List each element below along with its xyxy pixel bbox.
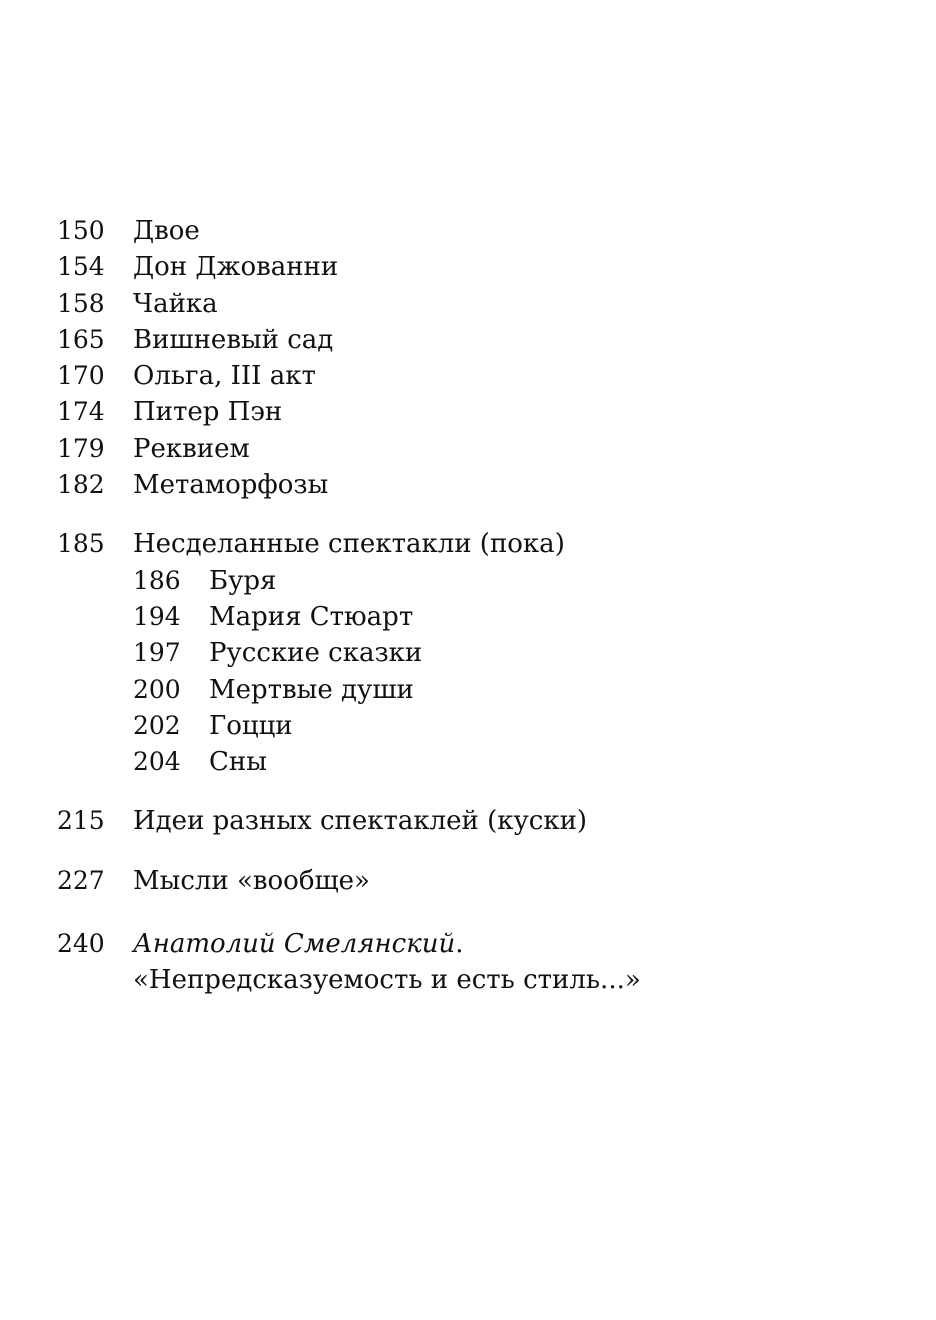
entry-title: Питер Пэн [133, 397, 283, 428]
entry-title: Двое [133, 216, 200, 246]
entry-title: Чайка [133, 288, 218, 319]
entry-title: Вишневый сад [133, 324, 334, 355]
section-spacer [57, 840, 917, 863]
entry-title: Метаморфозы [133, 470, 329, 501]
page-number: 165 [57, 324, 105, 354]
author-name: Анатолий Смелянский [133, 929, 456, 960]
entry-title: Реквием [133, 433, 250, 464]
toc-section-ideas[interactable] [57, 803, 917, 839]
section-spacer [57, 899, 917, 926]
toc-entry[interactable] [57, 322, 917, 358]
toc-subentry[interactable] [57, 563, 917, 599]
section-title: «Непредсказуемость и есть стиль...» [133, 965, 641, 996]
toc-subentry[interactable] [57, 672, 917, 708]
toc-section-thoughts[interactable] [57, 863, 917, 899]
page-number: 186 [133, 565, 181, 595]
entry-title: Дон Джованни [133, 252, 339, 283]
toc-group-1 [57, 213, 917, 503]
toc-subentries [57, 563, 917, 781]
author-punctuation: . [455, 929, 464, 960]
toc-entry[interactable] [57, 358, 917, 394]
section-title: Мысли «вообще» [133, 865, 370, 896]
toc-subentry[interactable] [57, 744, 917, 780]
section-title: Идеи разных спектаклей (куски) [133, 806, 588, 837]
toc-section-afterword-title[interactable] [57, 962, 917, 998]
toc-section-unmade-plays[interactable] [57, 526, 917, 562]
section-spacer [57, 503, 917, 526]
entry-title: Мертвые души [209, 674, 414, 705]
toc-subentry[interactable] [57, 708, 917, 744]
page-number: 197 [133, 638, 181, 668]
page-number: 170 [57, 361, 105, 391]
page-number: 204 [133, 747, 181, 777]
toc-subentry[interactable] [57, 599, 917, 635]
page-number: 202 [133, 710, 181, 740]
entry-title: Гоцци [209, 710, 293, 741]
page-number: 179 [57, 433, 105, 463]
toc-entry[interactable] [57, 467, 917, 503]
page-number: 194 [133, 601, 181, 631]
section-spacer [57, 780, 917, 803]
toc-section-afterword[interactable] [57, 926, 917, 962]
entry-title: Русские сказки [209, 638, 423, 669]
page-number: 182 [57, 470, 105, 500]
page-number: 200 [133, 674, 181, 704]
entry-title: Мария Стюарт [209, 601, 414, 632]
page-number: 158 [57, 288, 105, 318]
toc-entry[interactable] [57, 249, 917, 285]
toc-entry[interactable] [57, 213, 917, 249]
page-number: 150 [57, 216, 105, 245]
entry-title: Ольга, III акт [133, 361, 316, 392]
page-number: 154 [57, 252, 105, 282]
page-number: 185 [57, 529, 105, 559]
table-of-contents [57, 213, 917, 999]
page-number: 174 [57, 397, 105, 427]
section-title: Несделанные спектакли (пока) [133, 529, 565, 560]
section-author-line [133, 926, 917, 962]
toc-entry[interactable] [57, 394, 917, 430]
page-number: 227 [57, 865, 105, 895]
page-number: 215 [57, 806, 105, 836]
page-number: 240 [57, 929, 105, 959]
entry-title: Сны [209, 747, 267, 778]
toc-entry[interactable] [57, 286, 917, 322]
toc-entry[interactable] [57, 431, 917, 467]
entry-title: Буря [209, 565, 277, 596]
toc-subentry[interactable] [57, 635, 917, 671]
